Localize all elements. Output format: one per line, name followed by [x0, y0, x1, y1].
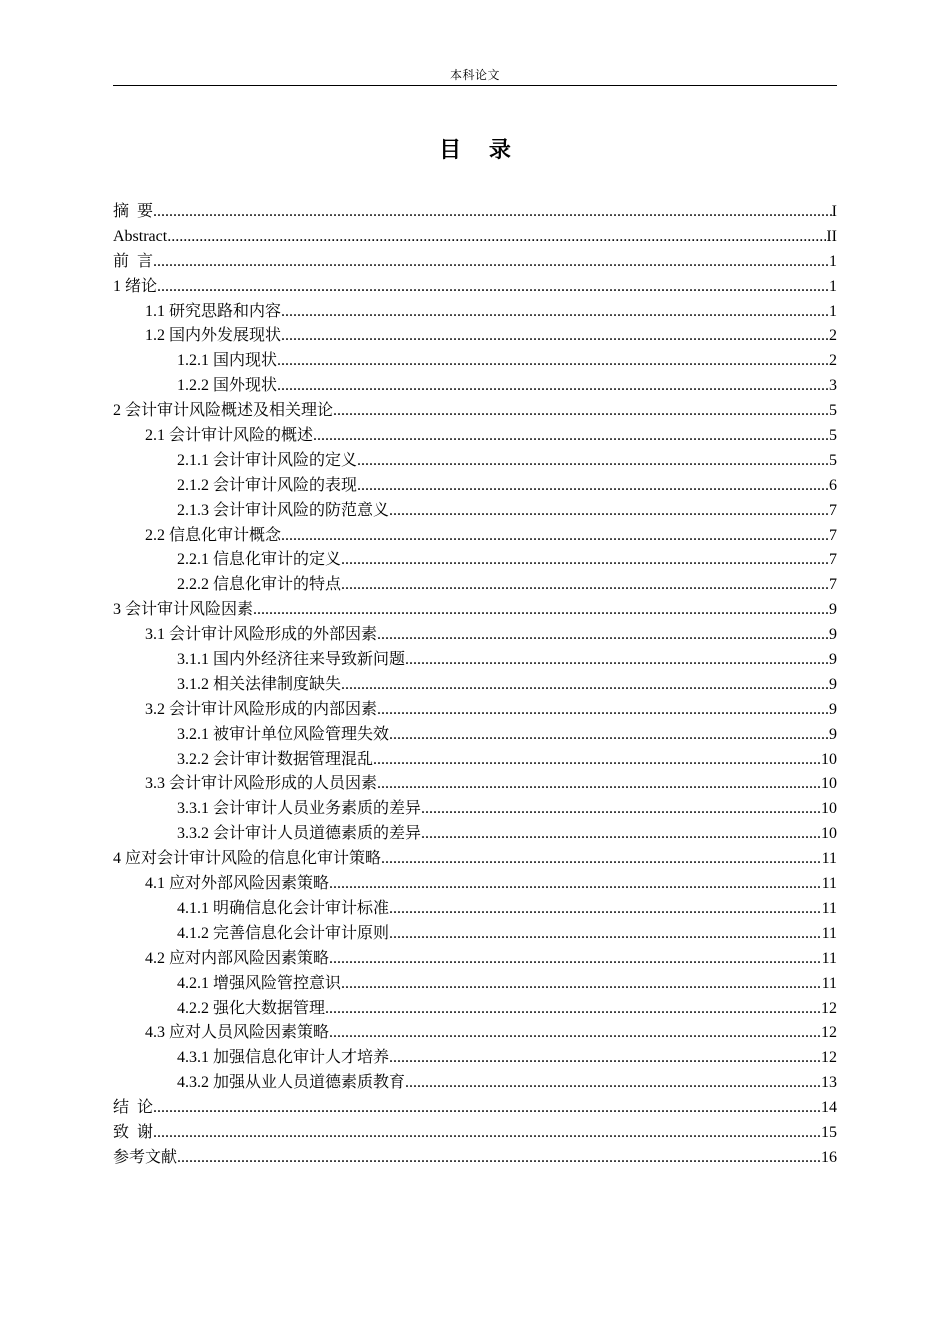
toc-dot-leader — [333, 399, 829, 424]
toc-entry-page-number: II — [826, 227, 837, 245]
toc-entry-page-number: 10 — [821, 825, 837, 843]
toc-dot-leader — [389, 499, 829, 524]
toc-entry[interactable] — [113, 324, 837, 349]
toc-entry-label: 1 绪论 — [113, 277, 158, 295]
toc-entry-label: 2.1.3 会计审计风险的防范意义 — [177, 501, 390, 519]
toc-entry-label: 3 会计审计风险因素 — [113, 601, 254, 619]
toc-entry-page-number: 11 — [821, 924, 837, 942]
toc-entry[interactable] — [113, 573, 837, 598]
toc-entry-label: 1.1 研究思路和内容 — [145, 302, 282, 320]
toc-dot-leader — [153, 1121, 821, 1146]
toc-entry[interactable] — [113, 972, 837, 997]
toc-dot-leader — [389, 1046, 821, 1071]
toc-entry-page-number: 12 — [821, 999, 837, 1017]
toc-entry-label: 2.2.2 信息化审计的特点 — [177, 576, 342, 594]
toc-dot-leader — [281, 300, 829, 325]
toc-entry-label: 2 会计审计风险概述及相关理论 — [113, 402, 334, 420]
toc-entry[interactable] — [113, 1121, 837, 1146]
toc-dot-leader — [341, 673, 829, 698]
toc-dot-leader — [377, 623, 829, 648]
toc-entry-page-number: 11 — [821, 974, 837, 992]
toc-entry[interactable] — [113, 200, 837, 225]
toc-entry-label: 2.2.1 信息化审计的定义 — [177, 551, 342, 569]
table-of-contents — [113, 200, 837, 1171]
toc-entry-page-number: 15 — [821, 1123, 837, 1141]
toc-entry[interactable] — [113, 922, 837, 947]
toc-dot-leader — [253, 598, 829, 623]
toc-entry[interactable] — [113, 598, 837, 623]
toc-entry-label: 4.1 应对外部风险因素策略 — [145, 875, 330, 893]
toc-entry-page-number: 7 — [829, 501, 837, 519]
toc-entry-label: 2.1.1 会计审计风险的定义 — [177, 451, 358, 469]
toc-entry[interactable] — [113, 623, 837, 648]
toc-dot-leader — [389, 897, 822, 922]
toc-entry-label: 参考文献 — [113, 1148, 178, 1166]
toc-entry[interactable] — [113, 300, 837, 325]
toc-dot-leader — [389, 723, 829, 748]
toc-entry[interactable] — [113, 847, 837, 872]
toc-entry[interactable] — [113, 1071, 837, 1096]
toc-entry-page-number: 9 — [829, 626, 837, 644]
toc-entry[interactable] — [113, 947, 837, 972]
toc-title: 目 录 — [439, 138, 521, 163]
toc-entry-label: 4.3.1 加强信息化审计人才培养 — [177, 1049, 390, 1067]
toc-entry[interactable] — [113, 474, 837, 499]
toc-entry-page-number: 7 — [829, 551, 837, 569]
toc-entry-label: 4 应对会计审计风险的信息化审计策略 — [113, 850, 382, 868]
toc-dot-leader — [277, 374, 829, 399]
toc-entry-label: 3.2.1 被审计单位风险管理失效 — [177, 725, 390, 743]
toc-entry[interactable] — [113, 772, 837, 797]
toc-entry-page-number: 11 — [821, 949, 837, 967]
toc-entry-page-number: 2 — [829, 327, 837, 345]
toc-dot-leader — [377, 772, 821, 797]
toc-entry-label: 4.2.2 强化大数据管理 — [177, 999, 326, 1017]
toc-entry[interactable] — [113, 499, 837, 524]
toc-entry[interactable] — [113, 424, 837, 449]
toc-entry-label: 3.3.1 会计审计人员业务素质的差异 — [177, 800, 422, 818]
toc-entry[interactable] — [113, 748, 837, 773]
toc-dot-leader — [341, 548, 829, 573]
toc-entry-label: 3.3.2 会计审计人员道德素质的差异 — [177, 825, 422, 843]
toc-entry-page-number: 12 — [821, 1049, 837, 1067]
toc-entry-label: 3.2.2 会计审计数据管理混乱 — [177, 750, 374, 768]
toc-entry-page-number: 12 — [821, 1024, 837, 1042]
toc-dot-leader — [389, 922, 822, 947]
toc-entry-page-number: 9 — [829, 601, 837, 619]
toc-entry[interactable] — [113, 1096, 837, 1121]
toc-entry[interactable] — [113, 997, 837, 1022]
toc-entry-page-number: 1 — [829, 252, 837, 270]
toc-entry[interactable] — [113, 524, 837, 549]
toc-entry[interactable] — [113, 349, 837, 374]
toc-dot-leader — [373, 748, 821, 773]
toc-dot-leader — [329, 872, 822, 897]
toc-dot-leader — [177, 1146, 821, 1171]
toc-entry-page-number: 13 — [821, 1074, 837, 1092]
header-rule — [113, 85, 837, 86]
toc-entry[interactable] — [113, 1146, 837, 1171]
toc-dot-leader — [405, 648, 829, 673]
toc-entry-label: 3.1 会计审计风险形成的外部因素 — [145, 626, 378, 644]
toc-entry-page-number: 9 — [829, 651, 837, 669]
toc-entry[interactable] — [113, 822, 837, 847]
toc-entry[interactable] — [113, 648, 837, 673]
toc-entry-label: 致 谢 — [113, 1123, 154, 1141]
toc-entry-page-number: 10 — [821, 800, 837, 818]
toc-entry-label: 4.3 应对人员风险因素策略 — [145, 1024, 330, 1042]
toc-entry-label: 2.1 会计审计风险的概述 — [145, 427, 314, 445]
toc-entry[interactable] — [113, 723, 837, 748]
toc-entry-label: 3.2 会计审计风险形成的内部因素 — [145, 700, 378, 718]
toc-dot-leader — [153, 250, 829, 275]
toc-entry[interactable] — [113, 797, 837, 822]
toc-entry-page-number: 5 — [829, 402, 837, 420]
toc-entry[interactable] — [113, 698, 837, 723]
toc-dot-leader — [421, 822, 821, 847]
toc-entry[interactable] — [113, 872, 837, 897]
running-header: 本科论文 — [449, 68, 500, 82]
toc-entry-label: 4.1.1 明确信息化会计审计标准 — [177, 899, 390, 917]
toc-entry-label: 1.2.1 国内现状 — [177, 352, 278, 370]
toc-entry-page-number: 3 — [829, 377, 837, 395]
toc-entry-page-number: 7 — [829, 576, 837, 594]
toc-dot-leader — [277, 349, 829, 374]
toc-entry-page-number: 9 — [829, 725, 837, 743]
toc-entry[interactable] — [113, 1046, 837, 1071]
toc-dot-leader — [377, 698, 829, 723]
toc-entry[interactable] — [113, 275, 837, 300]
toc-entry-page-number: 1 — [829, 302, 837, 320]
toc-entry[interactable] — [113, 897, 837, 922]
toc-entry-label: 摘 要 — [113, 203, 154, 220]
toc-entry-page-number: 11 — [821, 875, 837, 893]
toc-entry-label: 前 言 — [113, 252, 154, 270]
toc-dot-leader — [329, 947, 822, 972]
toc-dot-leader — [357, 474, 829, 499]
toc-entry-page-number: 11 — [821, 899, 837, 917]
toc-entry-label: 4.2.1 增强风险管控意识 — [177, 974, 342, 992]
toc-entry-page-number: 10 — [821, 775, 837, 793]
toc-dot-leader — [381, 847, 822, 872]
toc-entry-label: 3.1.2 相关法律制度缺失 — [177, 675, 342, 693]
toc-entry[interactable] — [113, 1021, 837, 1046]
toc-dot-leader — [329, 1021, 821, 1046]
toc-entry-label: 1.2.2 国外现状 — [177, 377, 278, 395]
toc-entry[interactable] — [113, 449, 837, 474]
toc-dot-leader — [313, 424, 829, 449]
toc-entry[interactable] — [113, 374, 837, 399]
toc-entry-page-number: 9 — [829, 700, 837, 718]
toc-entry-label: 4.1.2 完善信息化会计审计原则 — [177, 924, 390, 942]
toc-entry-label: 3.1.1 国内外经济往来导致新问题 — [177, 651, 406, 669]
toc-entry-page-number: 6 — [829, 476, 837, 494]
toc-entry[interactable] — [113, 250, 837, 275]
toc-entry-page-number: I — [831, 203, 837, 220]
toc-entry-label: 3.3 会计审计风险形成的人员因素 — [145, 775, 378, 793]
toc-entry-label: 2.2 信息化审计概念 — [145, 526, 282, 544]
toc-dot-leader — [157, 275, 829, 300]
toc-entry-page-number: 2 — [829, 352, 837, 370]
toc-dot-leader — [405, 1071, 821, 1096]
toc-dot-leader — [341, 573, 829, 598]
toc-dot-leader — [325, 997, 821, 1022]
toc-entry-page-number: 1 — [829, 277, 837, 295]
toc-entry-label: Abstract — [113, 227, 168, 245]
toc-dot-leader — [153, 1096, 821, 1121]
toc-entry[interactable] — [113, 399, 837, 424]
toc-entry[interactable] — [113, 548, 837, 573]
toc-entry-page-number: 7 — [829, 526, 837, 544]
toc-entry-page-number: 11 — [821, 850, 837, 868]
toc-dot-leader — [281, 524, 829, 549]
toc-entry-page-number: 9 — [829, 675, 837, 693]
toc-dot-leader — [167, 225, 826, 250]
toc-entry-page-number: 5 — [829, 427, 837, 445]
toc-dot-leader — [281, 324, 829, 349]
toc-entry-page-number: 16 — [821, 1148, 837, 1166]
toc-entry[interactable] — [113, 225, 837, 250]
toc-entry-label: 2.1.2 会计审计风险的表现 — [177, 476, 358, 494]
toc-dot-leader — [421, 797, 821, 822]
toc-entry-page-number: 10 — [821, 750, 837, 768]
toc-entry-label: 4.2 应对内部风险因素策略 — [145, 949, 330, 967]
toc-entry-page-number: 5 — [829, 451, 837, 469]
toc-entry-label: 1.2 国内外发展现状 — [145, 327, 282, 345]
toc-entry-page-number: 14 — [821, 1099, 837, 1117]
toc-entry[interactable] — [113, 673, 837, 698]
toc-entry-label: 4.3.2 加强从业人员道德素质教育 — [177, 1074, 406, 1092]
toc-entry-label: 结 论 — [113, 1099, 154, 1117]
toc-dot-leader — [341, 972, 822, 997]
toc-dot-leader — [153, 200, 832, 225]
toc-dot-leader — [357, 449, 829, 474]
